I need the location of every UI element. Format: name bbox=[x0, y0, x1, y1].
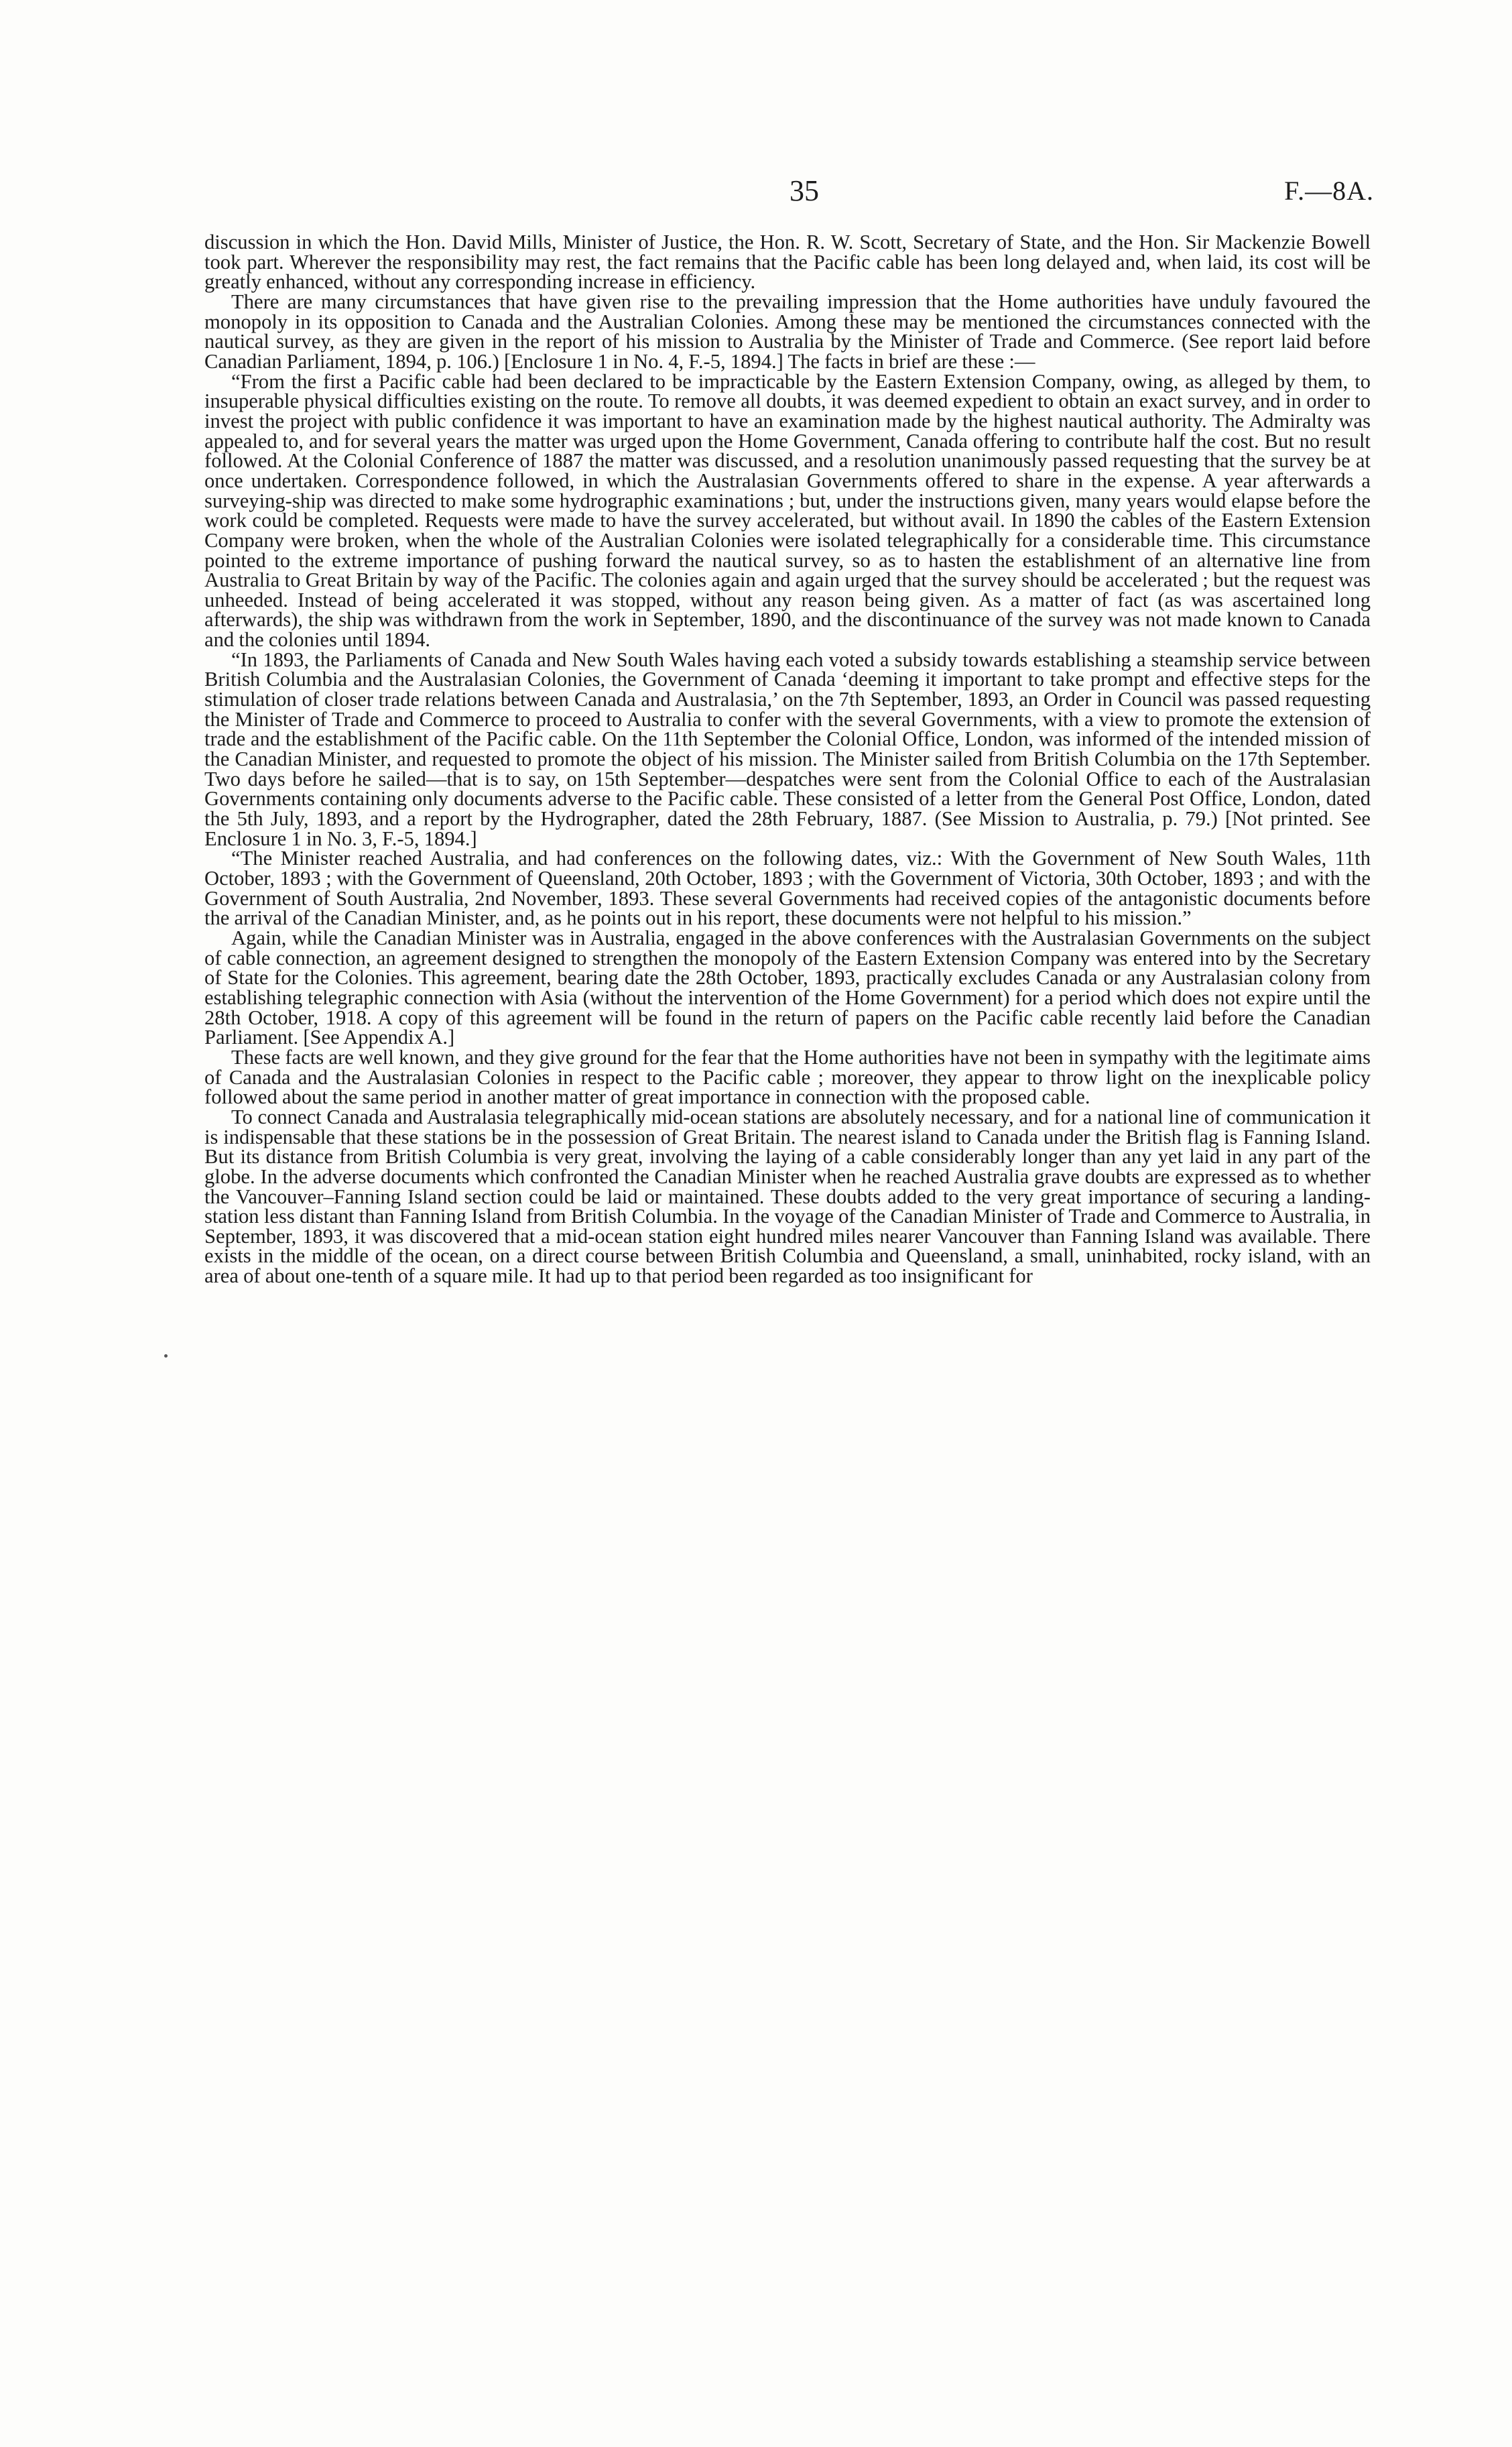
paragraph: These facts are well known, and they give ground for the fear that the Home authorities have not been in sympathy with the legitimate aims of Canada and the Australasian Colonies in respect to the Pacific cable ; moreover, they appear to throw light on the inexplicable policy followed about the same period in another matter of great importance in connection with the proposed cable. bbox=[204, 1045, 1371, 1109]
margin-speck bbox=[164, 1354, 168, 1358]
paragraph: There are many circumstances that have given rise to the prevailing impression that the Home authorities have unduly favoured the monopoly in its opposition to Canada and the Australian Colonies. Among these may be mentioned the circumstances connected with the nautical survey, as they are given in the report of his mission to Australia by the Minister of Trade and Commerce. (See report laid before Canadian Parliament, 1894, p. 106.) [Enclosure 1 in No. 4, F.-5, 1894.] The facts in brief are these :— bbox=[204, 290, 1371, 373]
quoted-paragraph: “In 1893, the Parliaments of Canada and New South Wales having each voted a subsidy towards establishing a steamship service between British Columbia and the Australasian Colonies, the Government of Canada ‘deeming it important to take prompt and effective steps for the stimulation of closer trade relations between Canada and Australasia,’ on the 7th September, 1893, an Order in Council was passed requesting the Minister of Trade and Commerce to proceed to Australia to confer with the several Governments, with a view to promote the extension of trade and the establishment of the Pacific cable. On the 11th September the Colonial Office, London, was informed of the intended mission of the Canadian Minister, and requested to promote the object of his mission. The Minister sailed from British Columbia on the 17th September. Two days before he sailed—that is to say, on 15th September—despatches were sent from the Colonial Office to each of the Australasian Governments containing only documents adverse to the Pacific cable. These consisted of a letter from the General Post Office, London, dated the 5th July, 1893, and a report by the Hydrographer, dated the 28th February, 1887. (See Mission to Australia, p. 79.) [Not printed. See Enclosure 1 in No. 3, F.-5, 1894.] bbox=[204, 648, 1371, 850]
paragraph: To connect Canada and Australasia telegraphically mid-ocean stations are absolutely necessary, and for a national line of communication it is indispensable that these stations be in the possession of Great Britain. The nearest island to Canada under the British flag is Fanning Island. But its distance from British Columbia is very great, involving the laying of a cable considerably longer than any yet laid in any part of the globe. In the adverse documents which confronted the Canadian Minister when he reached Australia grave doubts are expressed as to whether the Vancouver–Fanning Island section could be laid or maintained. These doubts added to the very great importance of securing a landing-station less distant than Fanning Island from British Columbia. In the voyage of the Canadian Minister of Trade and Commerce to Australia, in September, 1893, it was discovered that a mid-ocean station eight hundred miles nearer Vancouver than Fanning Island was available. There exists in the middle of the ocean, on a direct course between British Columbia and Queensland, a small, uninhabited, rocky island, with an area of about one-tenth of a square mile. It had up to that period been regarded as too insignificant for bbox=[204, 1105, 1371, 1288]
paragraph: Again, while the Canadian Minister was in Australia, engaged in the above conferences with the Australasian Governments on the subject of cable connection, an agreement designed to strengthen the monopoly of the Eastern Extension Company was entered into by the Secretary of State for the Colonies. This agreement, bearing date the 28th October, 1893, practically excludes Canada or any Australasian colony from establishing telegraphic connection with Asia (without the intervention of the Home Government) for a period which does not expire until the 28th October, 1918. A copy of this agreement will be found in the return of papers on the Pacific cable recently laid before the Canadian Parliament. [See Appendix A.] bbox=[204, 926, 1371, 1049]
paragraph: discussion in which the Hon. David Mills, Minister of Justice, the Hon. R. W. Scott, Secretary of State, and the Hon. Sir Mackenzie Bowell took part. Wherever the responsibility may rest, the fact remains that the Pacific cable has been long delayed and, when laid, its cost will be greatly enhanced, without any corresponding increase in efficiency. bbox=[204, 231, 1371, 294]
paper-reference: F.—8A. bbox=[1284, 176, 1374, 206]
quoted-paragraph: “The Minister reached Australia, and had conferences on the following dates, viz.: With the Government of New South Wales, 11th October, 1893 ; with the Government of Queensland, 20th October, 1893 ; with the Government of Victoria, 30th October, 1893 ; and with the Government of South Australia, 2nd November, 1893. These several Governments had received copies of the antagonistic documents before the arrival of the Canadian Minister, and, as he points out in his report, these documents were not helpful to his mission.” bbox=[204, 847, 1371, 930]
quoted-paragraph: “From the first a Pacific cable had been declared to be impracticable by the Eastern Extension Company, owing, as alleged by them, to insuperable physical difficulties existing on the route. To remove all doubts, it was deemed expedient to obtain an exact survey, and in order to invest the project with public confidence it was important to have an examination made by the highest nautical authority. The Admiralty was appealed to, and for several years the matter was urged upon the Home Government, Canada offering to contribute half the cost. But no result followed. At the Colonial Conference of 1887 the matter was discussed, and a resolution unanimously passed requesting that the survey be at once undertaken. Correspondence followed, in which the Australasian Governments offered to share in the expense. A year afterwards a surveying-ship was directed to make some hydrographic examinations ; but, under the instructions given, many years would elapse before the work could be completed. Requests were made to have the survey accelerated, but without avail. In 1890 the cables of the Eastern Extension Company were broken, when the whole of the Australian Colonies were isolated telegraphically for a considerable time. This circumstance pointed to the extreme importance of pushing forward the nautical survey, so as to hasten the establishment of an alternative line from Australia to Great Britain by way of the Pacific. The colonies again and again urged that the survey should be accelerated ; but the request was unheeded. Instead of being accelerated it was stopped, without any reason being given. As a matter of fact (as was ascertained long afterwards), the ship was withdrawn from the work in September, 1890, and the discontinuance of the survey was not made known to Canada and the colonies until 1894. bbox=[204, 369, 1371, 652]
page-number: 35 bbox=[790, 174, 819, 207]
page-header bbox=[201, 171, 1374, 211]
body-text bbox=[204, 233, 1371, 1287]
